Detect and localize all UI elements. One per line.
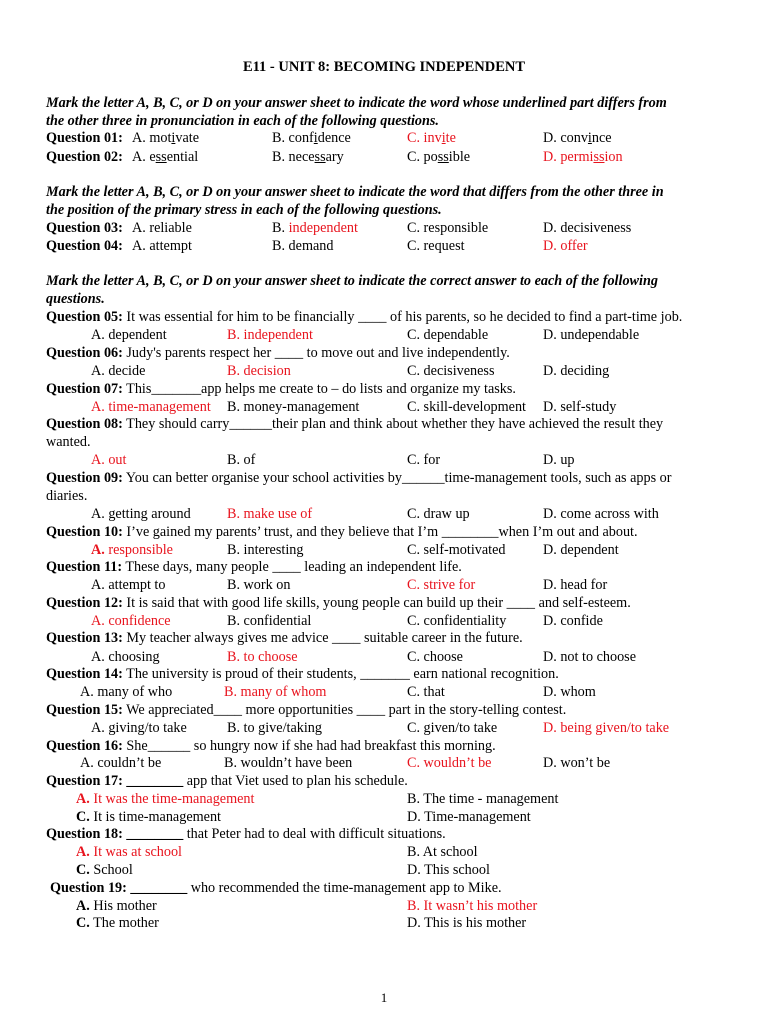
page-number: 1 bbox=[380, 990, 388, 1005]
q19-option-b-answer[interactable]: B. It wasn’t his mother bbox=[407, 898, 538, 914]
option-a[interactable]: A. attempt bbox=[132, 238, 192, 254]
q05-option-d[interactable]: D. undependable bbox=[543, 327, 640, 343]
question-07-stem: Question 07: This_______app helps me create to – do lists and organize my tasks. bbox=[46, 381, 516, 397]
option-c-answer[interactable]: C. invite bbox=[407, 130, 456, 146]
q09-option-d[interactable]: D. come across with bbox=[543, 506, 659, 522]
q15-option-c[interactable]: C. given/to take bbox=[407, 720, 498, 736]
option-a[interactable]: A. motivate bbox=[132, 130, 200, 146]
q11-option-b[interactable]: B. work on bbox=[227, 577, 291, 593]
q16-option-c-answer[interactable]: C. wouldn’t be bbox=[407, 755, 492, 771]
option-d[interactable]: D. convince bbox=[543, 130, 612, 146]
option-c[interactable]: C. responsible bbox=[407, 220, 489, 236]
q09-option-c[interactable]: C. draw up bbox=[407, 506, 470, 522]
q17-option-d[interactable]: D. Time-management bbox=[407, 809, 531, 825]
q19-option-a[interactable]: A. His mother bbox=[76, 898, 157, 914]
question-12-stem: Question 12: It is said that with good life skills, young people can build up their ____ and self-esteem. bbox=[46, 595, 631, 611]
question-08-stem-cont: wanted. bbox=[46, 434, 91, 450]
question-17-stem: Question 17: ________ app that Viet used to plan his schedule. bbox=[46, 773, 408, 789]
question-09-stem-cont: diaries. bbox=[46, 488, 88, 504]
question-08-stem: Question 08: They should carry______their plan and think about whether they have achieved the result they bbox=[46, 416, 664, 432]
question-label: Question 04: bbox=[46, 238, 123, 254]
q15-option-b[interactable]: B. to give/taking bbox=[227, 720, 322, 736]
q18-option-b[interactable]: B. At school bbox=[407, 844, 478, 860]
q06-option-a[interactable]: A. decide bbox=[91, 363, 146, 379]
q05-option-c[interactable]: C. dependable bbox=[407, 327, 489, 343]
question-19-stem: Question 19: ________ who recommended the time-management app to Mike. bbox=[50, 880, 502, 896]
q07-option-b[interactable]: B. money-management bbox=[227, 399, 360, 415]
instruction-stress-2: the position of the primary stress in each of the following questions. bbox=[46, 202, 442, 218]
q18-option-c[interactable]: C. School bbox=[76, 862, 133, 878]
option-d[interactable]: D. decisiveness bbox=[543, 220, 632, 236]
option-a[interactable]: A. essential bbox=[132, 149, 199, 165]
q12-option-c[interactable]: C. confidentiality bbox=[407, 613, 507, 629]
option-b[interactable]: B. confidence bbox=[272, 130, 351, 146]
question-label: Question 03: bbox=[46, 220, 123, 236]
option-d-answer[interactable]: D. offer bbox=[543, 238, 588, 254]
question-label: Question 01: bbox=[46, 130, 123, 146]
q10-option-a-answer[interactable]: A. responsible bbox=[91, 542, 173, 558]
question-06-stem: Question 06: Judy's parents respect her ____ to move out and live independently. bbox=[46, 345, 510, 361]
q17-option-c[interactable]: C. It is time-management bbox=[76, 809, 221, 825]
q18-option-a-answer[interactable]: A. It was at school bbox=[76, 844, 182, 860]
q14-option-b-answer[interactable]: B. many of whom bbox=[224, 684, 327, 700]
question-13-stem: Question 13: My teacher always gives me advice ____ suitable career in the future. bbox=[46, 630, 523, 646]
q10-option-b[interactable]: B. interesting bbox=[227, 542, 304, 558]
q17-option-a-answer[interactable]: A. It was the time-management bbox=[76, 791, 255, 807]
q19-option-d[interactable]: D. This is his mother bbox=[407, 915, 527, 931]
q07-option-a-answer[interactable]: A. time-management bbox=[91, 399, 211, 415]
instruction-correct-2: questions. bbox=[46, 291, 105, 307]
q17-option-b[interactable]: B. The time - management bbox=[407, 791, 559, 807]
q13-option-a[interactable]: A. choosing bbox=[91, 649, 160, 665]
q12-option-a-answer[interactable]: A. confidence bbox=[91, 613, 171, 629]
q09-option-a[interactable]: A. getting around bbox=[91, 506, 191, 522]
option-d-answer[interactable]: D. permission bbox=[543, 149, 623, 165]
question-10-stem: Question 10: I’ve gained my parents’ trust, and they believe that I’m ________when I’m out and about. bbox=[46, 524, 638, 540]
q12-option-d[interactable]: D. confide bbox=[543, 613, 603, 629]
question-16-stem: Question 16: She______ so hungry now if she had had breakfast this morning. bbox=[46, 738, 496, 754]
option-a[interactable]: A. reliable bbox=[132, 220, 192, 236]
q06-option-d[interactable]: D. deciding bbox=[543, 363, 610, 379]
option-b[interactable]: B. necessary bbox=[272, 149, 344, 165]
option-b[interactable]: B. demand bbox=[272, 238, 334, 254]
q11-option-c-answer[interactable]: C. strive for bbox=[407, 577, 476, 593]
q08-option-a-answer[interactable]: A. out bbox=[91, 452, 127, 468]
instruction-pronunciation-2: the other three in pronunciation in each of the following questions. bbox=[46, 113, 439, 129]
instruction-correct-1: Mark the letter A, B, C, or D on your answer sheet to indicate the correct answer to each of the following bbox=[46, 273, 658, 289]
q14-option-d[interactable]: D. whom bbox=[543, 684, 596, 700]
q10-option-d[interactable]: D. dependent bbox=[543, 542, 619, 558]
q16-option-a[interactable]: A. couldn’t be bbox=[80, 755, 162, 771]
q13-option-d[interactable]: D. not to choose bbox=[543, 649, 636, 665]
q08-option-d[interactable]: D. up bbox=[543, 452, 575, 468]
q14-option-c[interactable]: C. that bbox=[407, 684, 445, 700]
q13-option-b-answer[interactable]: B. to choose bbox=[227, 649, 298, 665]
q07-option-d[interactable]: D. self-study bbox=[543, 399, 617, 415]
q12-option-b[interactable]: B. confidential bbox=[227, 613, 312, 629]
q05-option-a[interactable]: A. dependent bbox=[91, 327, 167, 343]
page-title: E11 - UNIT 8: BECOMING INDEPENDENT bbox=[242, 59, 526, 75]
question-14-stem: Question 14: The university is proud of their students, _______ earn national recognition. bbox=[46, 666, 559, 682]
option-c[interactable]: C. request bbox=[407, 238, 465, 254]
q10-option-c[interactable]: C. self-motivated bbox=[407, 542, 506, 558]
q15-option-a[interactable]: A. giving/to take bbox=[91, 720, 187, 736]
q08-option-c[interactable]: C. for bbox=[407, 452, 441, 468]
question-18-stem: Question 18: ________ that Peter had to deal with difficult situations. bbox=[46, 826, 446, 842]
q16-option-d[interactable]: D. won’t be bbox=[543, 755, 611, 771]
instruction-stress-1: Mark the letter A, B, C, or D on your answer sheet to indicate the word that differs from the other three in bbox=[46, 184, 664, 200]
q13-option-c[interactable]: C. choose bbox=[407, 649, 463, 665]
q09-option-b-answer[interactable]: B. make use of bbox=[227, 506, 313, 522]
option-c[interactable]: C. possible bbox=[407, 149, 471, 165]
question-15-stem: Question 15: We appreciated____ more opportunities ____ part in the story-telling contest. bbox=[46, 702, 567, 718]
instruction-pronunciation-1: Mark the letter A, B, C, or D on your answer sheet to indicate the word whose underlined part differs from bbox=[46, 95, 667, 111]
q05-option-b-answer[interactable]: B. independent bbox=[227, 327, 313, 343]
question-label: Question 02: bbox=[46, 149, 123, 165]
q11-option-a[interactable]: A. attempt to bbox=[91, 577, 166, 593]
q11-option-d[interactable]: D. head for bbox=[543, 577, 608, 593]
q08-option-b[interactable]: B. of bbox=[227, 452, 256, 468]
option-b-answer[interactable]: B. independent bbox=[272, 220, 358, 236]
q06-option-b-answer[interactable]: B. decision bbox=[227, 363, 291, 379]
q15-option-d-answer[interactable]: D. being given/to take bbox=[543, 720, 670, 736]
q14-option-a[interactable]: A. many of who bbox=[80, 684, 173, 700]
question-11-stem: Question 11: These days, many people ____ leading an independent life. bbox=[46, 559, 462, 575]
q19-option-c[interactable]: C. The mother bbox=[76, 915, 159, 931]
question-05-stem: Question 05: It was essential for him to be financially ____ of his parents, so he decided to find a part-time job. bbox=[46, 309, 683, 325]
question-09-stem: Question 09: You can better organise your school activities by______time-management tools, such as apps or bbox=[46, 470, 672, 486]
q06-option-c[interactable]: C. decisiveness bbox=[407, 363, 495, 379]
q18-option-d[interactable]: D. This school bbox=[407, 862, 490, 878]
q07-option-c[interactable]: C. skill-development bbox=[407, 399, 527, 415]
q16-option-b[interactable]: B. wouldn’t have been bbox=[224, 755, 353, 771]
